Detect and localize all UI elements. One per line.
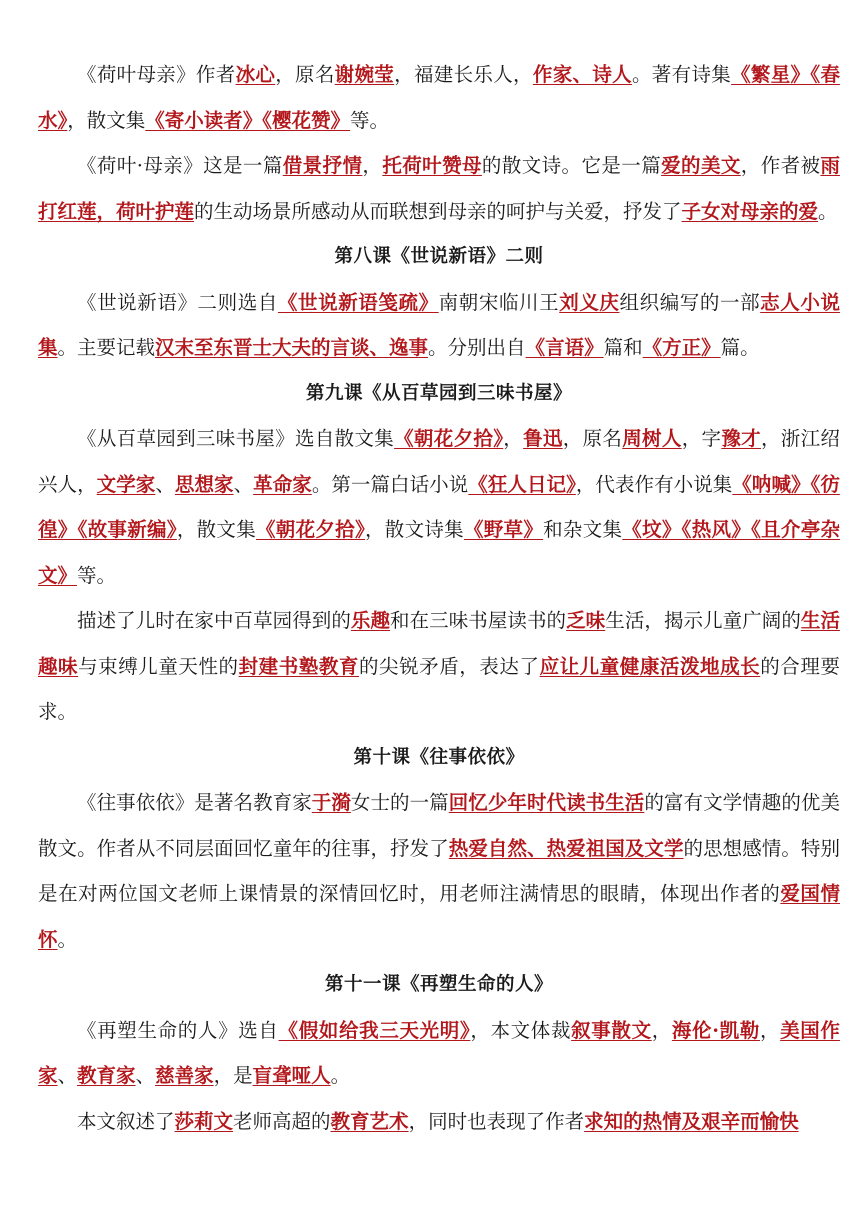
text-run: 和杂文集 (543, 518, 623, 541)
key-term: 周树人 (622, 427, 682, 450)
document-page (38, 52, 840, 1144)
key-term: 乐趣 (350, 609, 391, 632)
text-run: 。著有诗集 (631, 63, 732, 86)
text-run: 组织编写的一部 (619, 290, 761, 314)
text-run: ，是 (213, 1064, 253, 1087)
key-term: 教育艺术 (330, 1109, 409, 1133)
key-term: 思想家 (174, 472, 234, 496)
text-run: ， (759, 1018, 781, 1042)
paragraph-baicaoyuan-summary (38, 598, 840, 735)
lesson-9-heading: 第九课《从百草园到三味书屋》 (305, 382, 572, 404)
key-term: 《言语》 (525, 336, 604, 359)
text-run: 《往事依依》是著名教育家 (77, 791, 312, 814)
key-term: 汉末至东晋士大夫的言谈、逸事 (155, 336, 429, 359)
key-term: 热爱自然、热爱祖国及文学 (448, 836, 684, 860)
text-run: 、 (233, 472, 254, 496)
key-term: 《狂人日记》 (468, 472, 576, 496)
key-term: 《野草》 (463, 518, 544, 541)
key-term: 回忆少年时代读书生活 (448, 791, 645, 814)
text-run: ， (503, 427, 524, 450)
text-run: 《世说新语》二则选自 (77, 290, 278, 314)
key-term: 封建书塾教育 (238, 654, 359, 678)
key-term: 《世说新语笺疏》 (277, 290, 439, 314)
key-term: 《繁星》《春水》 (38, 63, 840, 132)
text-run: ，字 (681, 427, 722, 450)
text-run: 。 (57, 927, 78, 951)
text-run: 描述了儿时在家中百草园得到的 (77, 609, 351, 632)
text-run: 、 (135, 1064, 156, 1087)
text-run: ，散文诗集 (365, 518, 464, 541)
text-run: ，本文体裁 (470, 1018, 572, 1042)
lesson-8-heading: 第八课《世说新语》二则 (334, 246, 544, 267)
key-term: 子女对母亲的爱 (681, 199, 819, 223)
text-run: ，代表作有小说集 (575, 472, 733, 496)
key-term: 《寄小读者》《樱花赞》 (145, 108, 351, 132)
text-run: 《荷叶母亲》作者 (77, 63, 236, 86)
key-term: 应让儿童健康活泼地成长 (539, 654, 761, 678)
key-term: 美国作家 (38, 1018, 840, 1087)
key-term: 借景抒情 (282, 154, 363, 177)
key-term: 鲁迅 (523, 427, 563, 450)
key-term: 托荷叶赞母 (382, 154, 482, 177)
text-run: 篇。 (720, 336, 760, 359)
key-term: 《方正》 (642, 336, 721, 359)
text-run: 与束缚儿童天性的 (78, 654, 239, 678)
text-run: 《从百草园到三味书屋》选自散文集 (77, 427, 395, 450)
key-term: 《假如给我三天光明》 (278, 1018, 471, 1042)
key-term: 《坟》《热风》《且介亭杂文》 (38, 518, 840, 587)
text-run: ， (362, 154, 383, 177)
text-run: ，原名 (275, 63, 335, 86)
paragraph-heye-summary (38, 143, 840, 234)
paragraph-heye-author (38, 52, 840, 143)
text-run: 和在三味书屋读书的 (390, 609, 567, 632)
paragraph-zaisu-summary (38, 1099, 840, 1145)
key-term: 乏味 (566, 609, 606, 632)
key-term: 冰心 (235, 63, 276, 86)
paragraph-baicaoyuan-author (38, 416, 840, 598)
key-term: 叙事散文 (571, 1018, 652, 1042)
key-term: 盲聋哑人 (252, 1064, 331, 1087)
key-term: 《呐喊》《彷徨》《故事新编》 (38, 472, 840, 541)
key-term: 志人小说集 (38, 290, 840, 359)
text-run: 老师高超的 (233, 1109, 331, 1133)
text-run: 。 (818, 199, 838, 223)
key-term: 生活趣味 (38, 609, 840, 678)
lesson-11-heading: 第十一课《再塑生命的人》 (324, 974, 553, 995)
text-run: ，原名 (562, 427, 623, 450)
key-term: 求知的热情及艰辛而愉快 (584, 1109, 799, 1133)
key-term: 莎莉文 (174, 1109, 234, 1133)
text-run: 、 (155, 472, 175, 496)
text-run: 的生动场景所感动从而联想到母亲的呵护与关爱，抒发了 (194, 199, 682, 223)
key-term: 《朝花夕拾》 (394, 427, 504, 450)
text-run: 的散文诗。它是一篇 (481, 154, 662, 177)
key-term: 刘义庆 (559, 290, 620, 314)
paragraph-shishuo-source (38, 280, 840, 371)
text-run: 的尖锐矛盾，表达了 (359, 654, 540, 678)
text-run: 生活，揭示儿童广阔的 (605, 609, 801, 632)
text-run: ，福建长乐人， (394, 63, 533, 86)
key-term: 教育家 (77, 1064, 136, 1087)
key-term: 《朝花夕拾》 (256, 518, 365, 541)
text-run: 《荷叶·母亲》这是一篇 (77, 154, 283, 177)
text-run: 女士的一篇 (350, 791, 449, 814)
text-run: 南朝宋临川王 (438, 290, 560, 314)
key-term: 于漪 (311, 791, 351, 814)
text-run: ，散文集 (67, 108, 146, 132)
text-run: ，散文集 (176, 518, 256, 541)
text-run: ，同时也表现了作者 (408, 1109, 585, 1133)
key-term: 谢婉莹 (334, 63, 395, 86)
text-run: 篇和 (603, 336, 643, 359)
text-run: 。主要记载 (57, 336, 156, 359)
text-run: 的富有文学情趣的优美散文。作者从不同层面回忆童年的往事，抒发了 (38, 791, 840, 860)
text-run: ，浙江绍兴人， (38, 427, 840, 496)
text-run: 本文叙述了 (77, 1109, 175, 1133)
text-run: 。 (330, 1064, 351, 1087)
text-run: 。第一篇白话小说 (311, 472, 469, 496)
key-term: 作家、诗人 (532, 63, 632, 86)
paragraph-zaisu-author (38, 1008, 840, 1099)
key-term: 慈善家 (155, 1064, 214, 1087)
key-term: 海伦·凯勒 (671, 1018, 760, 1042)
lesson-10-heading: 第十课《往事依依》 (353, 746, 525, 768)
text-run: 的合理要求。 (38, 654, 840, 723)
key-term: 雨打红莲，荷叶护莲 (38, 154, 840, 223)
text-run: 等。 (77, 563, 117, 587)
text-run: 。分别出自 (428, 336, 526, 359)
key-term: 爱的美文 (661, 154, 741, 177)
key-term: 文学家 (96, 472, 156, 496)
text-run: 、 (57, 1064, 78, 1087)
key-term: 豫才 (721, 427, 761, 450)
paragraph-wangshi-summary (38, 780, 840, 962)
text-run: 的思想感情。特别是在对两位国文老师上课情景的深情回忆时，用老师注满情思的眼睛，体现出作者的 (38, 836, 840, 905)
text-run: 《再塑生命的人》选自 (77, 1018, 279, 1042)
key-term: 革命家 (253, 472, 312, 496)
text-run: 等。 (350, 108, 390, 132)
text-run: ，作者被 (740, 154, 821, 177)
text-run: ， (651, 1018, 672, 1042)
key-term: 爱国情怀 (38, 882, 840, 951)
